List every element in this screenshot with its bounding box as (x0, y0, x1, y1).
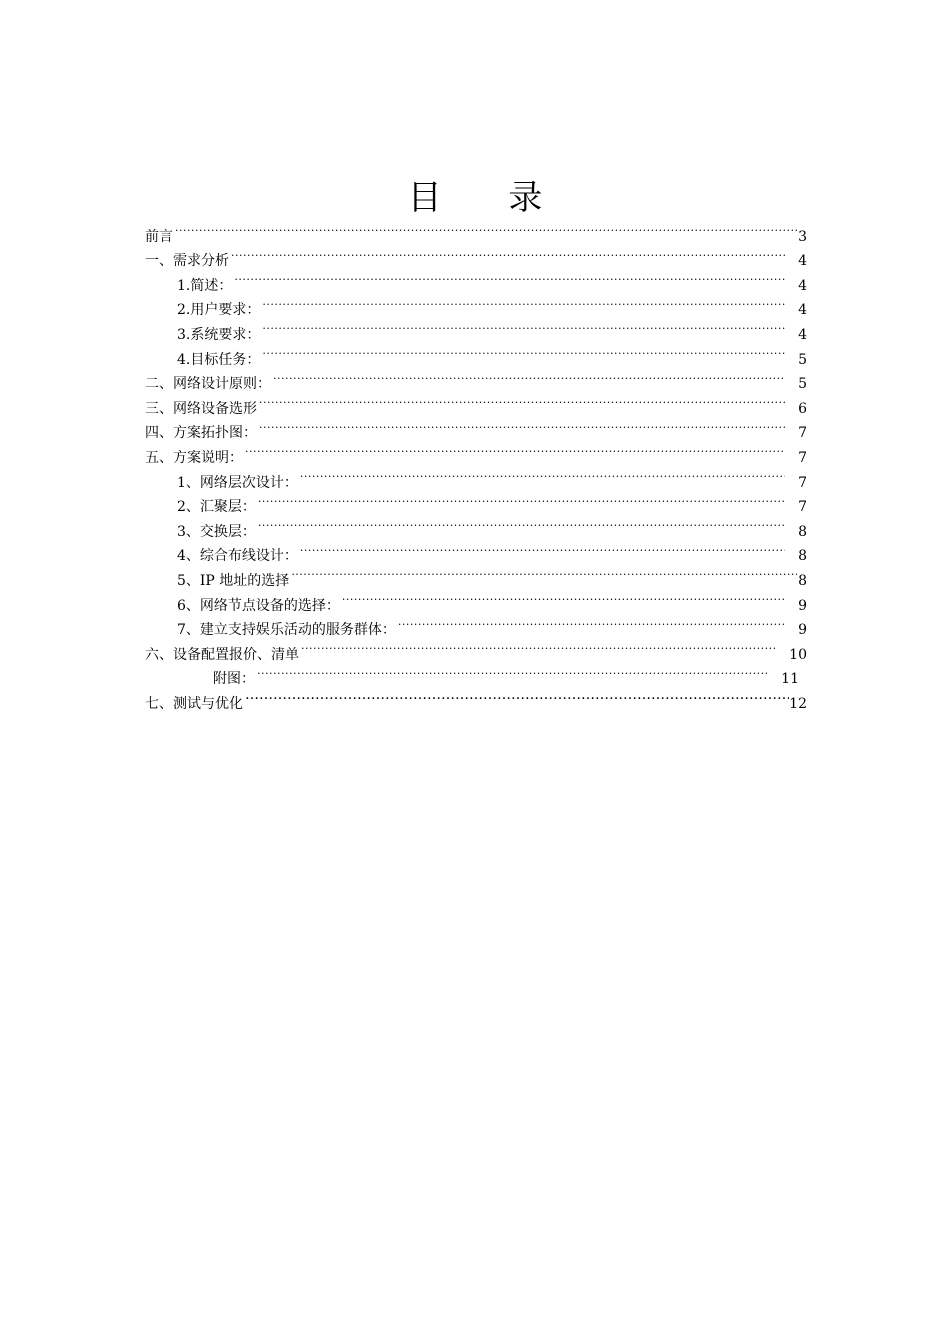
toc-entry-page: 7 (798, 499, 807, 516)
dot-leader (262, 290, 785, 315)
toc-entry-page: 5 (798, 351, 807, 368)
dot-leader (259, 388, 785, 413)
toc-entry-label: 一、需求分析 (145, 253, 229, 270)
toc-entry-label: 3.系统要求： (177, 326, 261, 343)
toc-entry-page: 9 (798, 622, 807, 639)
dot-leader (258, 487, 785, 512)
toc-entry-label: 前言 (145, 228, 173, 245)
toc-entry-label: 六、设备配置报价、清单 (145, 646, 299, 663)
dot-leader (342, 585, 785, 610)
toc-entry-label: 1、网络层次设计： (177, 474, 298, 491)
dot-leader (257, 659, 769, 684)
toc-entry[interactable] (145, 437, 807, 466)
toc-entry-label: 4、综合布线设计： (177, 548, 298, 565)
dot-leader (300, 462, 785, 487)
toc-entry-label: 二、网络设计原则： (145, 376, 271, 393)
toc-entry[interactable] (145, 265, 807, 294)
toc-entry-label: 七、测试与优化 (145, 695, 243, 712)
toc-entry-page: 9 (798, 597, 807, 614)
ellipsis-leader (245, 683, 789, 708)
toc-entry-page: 4 (798, 302, 807, 319)
toc-entry[interactable] (145, 290, 807, 319)
dot-leader (273, 364, 785, 389)
toc-entry-page: 4 (798, 326, 807, 343)
toc-entry-label: 五、方案说明： (145, 449, 243, 466)
dot-leader (231, 241, 785, 266)
toc-entry-page: 5 (798, 376, 807, 393)
toc-entry-page: 8 (798, 548, 807, 565)
dot-leader (300, 536, 785, 561)
toc-entry-label: 6、网络节点设备的选择： (177, 597, 340, 614)
toc-entry[interactable] (145, 241, 807, 270)
dot-leader (259, 413, 785, 438)
toc-entry-page: 8 (798, 572, 807, 589)
toc-entry-label: 4.目标任务： (177, 351, 261, 368)
toc-entry-label: 四、方案拓扑图： (145, 425, 257, 442)
toc-entry-label: 附图： (213, 671, 255, 688)
dot-leader (234, 265, 785, 290)
toc-entry-label: 三、网络设备选形 (145, 400, 257, 417)
toc-entry[interactable] (145, 462, 807, 491)
toc-entry-page: 4 (798, 277, 807, 294)
dot-leader (398, 610, 785, 635)
dot-leader (301, 634, 777, 659)
dot-leader (245, 437, 785, 462)
dot-leader (291, 560, 797, 585)
toc-entry[interactable] (145, 683, 807, 712)
dot-leader (258, 511, 785, 536)
toc-entry-page: 11 (781, 671, 799, 688)
toc-entry-page: 7 (798, 425, 807, 442)
toc-entry-label: 7、建立支持娱乐活动的服务群体： (177, 622, 396, 639)
toc-title: 目 录 (407, 177, 571, 218)
toc-entry-page: 12 (789, 695, 807, 712)
toc-entry-page: 4 (798, 253, 807, 270)
dot-leader (262, 339, 785, 364)
toc-entry-page: 8 (798, 523, 807, 540)
toc-entry-page: 10 (789, 646, 807, 663)
dot-leader (175, 216, 797, 241)
dot-leader (262, 314, 785, 339)
toc-entry-page: 3 (798, 228, 807, 245)
toc-entry-label: 3、交换层： (177, 523, 256, 540)
toc-entry-label: 2.用户要求： (177, 302, 261, 319)
toc-entry[interactable] (145, 216, 807, 245)
toc-entry-label: 5、IP 地址的选择 (177, 572, 290, 589)
toc-entry-label: 2、汇聚层： (177, 499, 256, 516)
toc-entry-page: 6 (798, 400, 807, 417)
toc-entry-page: 7 (798, 449, 807, 466)
table-of-contents (145, 216, 807, 712)
toc-entry-label: 1.简述： (177, 277, 233, 294)
toc-entry-page: 7 (798, 474, 807, 491)
